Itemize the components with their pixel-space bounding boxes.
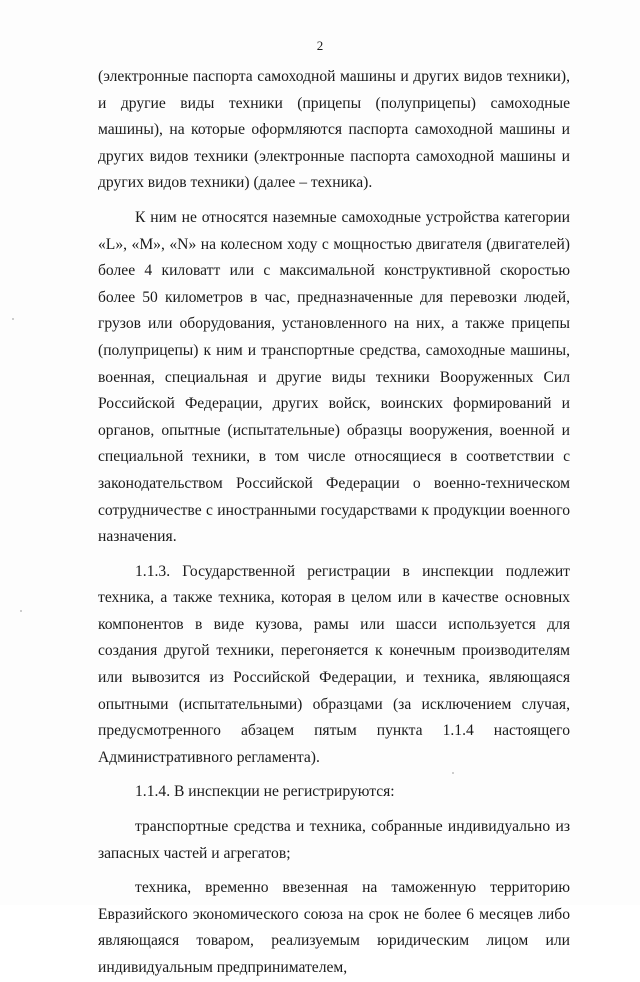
scan-speck bbox=[12, 318, 14, 320]
document-body bbox=[98, 64, 570, 982]
paragraph-item-imported: техника, временно ввезенная на таможенную территорию Евразийского экономического союза на срок не более 6 месяцев либо являющаяся товаром, реализуемым юридическим лицом или индивидуальным предпринимателем, bbox=[98, 879, 570, 976]
paragraph-clause-1-1-4: 1.1.4. В инспекции не регистрируются: bbox=[135, 783, 395, 801]
scan-speck bbox=[452, 772, 454, 774]
paragraph-item-assembled: транспортные средства и техника, собранные индивидуально из запасных частей и агрегатов; bbox=[98, 818, 570, 862]
paragraph-clause-1-1-3: 1.1.3. Государственной регистрации в инспекции подлежит техника, а также техника, которая в целом или в качестве основных компонентов в виде кузова, рамы или шасси используется для создания другой техники, перегоняется к конечным производителям или вывозится из Российской Федерации, и техника, являющаяся опытными (испытательными) образцами (за исключением случая, предусмотренного абзацем пятым пункта 1.1.4 настоящего Административного регламента). bbox=[98, 562, 570, 766]
scan-speck bbox=[20, 610, 22, 612]
paragraph-continuation: (электронные паспорта самоходной машины и других видов техники), и другие виды техники (прицепы (полуприцепы) самоходные машины), на которые оформляются паспорта самоходной машины и других видов техники (электронные паспорта самоходной машины и других видов техники) (далее – техника). bbox=[98, 68, 570, 192]
paragraph-exclusions: К ним не относятся наземные самоходные устройства категории «L», «M», «N» на колесном ходу с мощностью двигателя (двигателей) более 4 киловатт или с максимальной конструктивной скоростью более 50 километров в час, предназначенные для перевозки людей, грузов или оборудования, установленного на них, а также прицепы (полуприцепы) к ним и транспортные средства, самоходные машины, военная, специальная и другие виды техники Вооруженных Сил Российской Федерации, других войск, воинских формирований и органов, опытные (испытательные) образцы вооружения, военной и специальной техники, в том числе относящиеся в соответствии с законодательством Российской Федерации о военно-техническом сотрудничестве с иностранными государствами к продукции военного назначения. bbox=[98, 208, 570, 546]
page-number: 2 bbox=[316, 38, 324, 53]
